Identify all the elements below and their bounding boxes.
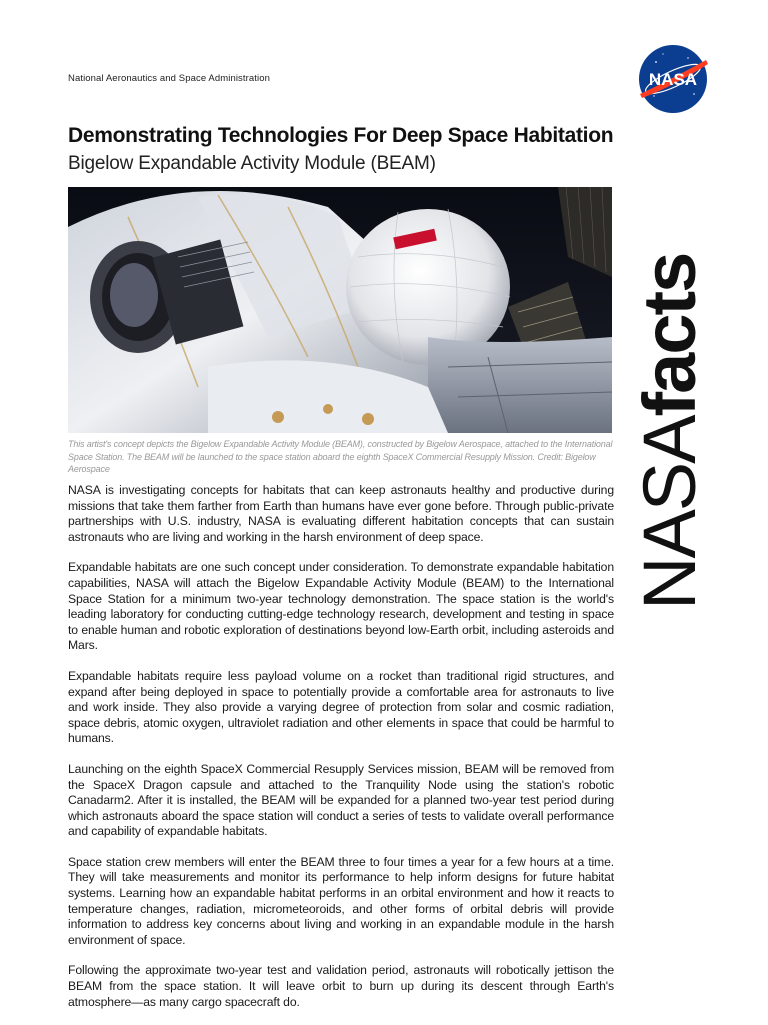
nasa-facts-masthead xyxy=(582,160,732,620)
paragraph: Following the approximate two-year test and validation period, astronauts will robotically jettison the BEAM from the space station. It will leave orbit to burn up during its descent through Earth's atmosphere—as many cargo spacecraft do. xyxy=(68,963,614,1009)
nasa-logo xyxy=(636,42,710,116)
figure-caption: This artist's concept depicts the Bigelow Expandable Activity Module (BEAM), constructed by Bigelow Aerospace, attached to the International Space Station. The BEAM will be launched to the space station aboard the eighth SpaceX Commercial Resupply Mission. Credit: Bigelow Aerospace xyxy=(68,439,613,474)
agency-name: National Aeronautics and Space Administration xyxy=(68,73,271,84)
beam-illustration xyxy=(68,187,612,433)
masthead-nasa: NASA xyxy=(628,416,711,610)
masthead-facts: facts xyxy=(628,253,711,417)
paragraph: Expandable habitats require less payload volume on a rocket than traditional rigid structures, and expand after being deployed in space to potentially provide a comfortable area for astronauts to live and work inside. They also provide a varying degree of protection from solar and cosmic radiation, space debris, atomic oxygen, ultraviolet radiation and other elements in space that could be harmful to humans. xyxy=(68,668,614,746)
paragraph: Expandable habitats are one such concept under consideration. To demonstrate expandable habitation capabilities, NASA will attach the Bigelow Expandable Activity Module (BEAM) to the International Space Station for a minimum two-year technology demonstration. The space station is the world's leading laboratory for conducting cutting-edge technology research, development and testing in space to enable human and robotic exploration of destinations beyond low-Earth orbit, including asteroids and Mars. xyxy=(68,560,614,653)
logo-wordmark: NASA xyxy=(648,70,698,89)
page-subtitle: Bigelow Expandable Activity Module (BEAM) xyxy=(68,153,436,174)
paragraph: Launching on the eighth SpaceX Commercial Resupply Services mission, BEAM will be removed from the SpaceX Dragon capsule and attached to the Tranquility Node using the station's robotic Canadarm2. After it is installed, the BEAM will be expanded for a planned two-year test period during which astronauts aboard the space station will conduct a series of tests to validate overall performance and capability of expandable habitats. xyxy=(68,761,614,839)
paragraph: NASA is investigating concepts for habitats that can keep astronauts healthy and productive during missions that take them farther from Earth than humans have ever gone before. Through public-private partnerships with U.S. industry, NASA is evaluating different habitation concepts that can sustain astronauts who are living and working in the harsh environment of deep space. xyxy=(68,483,614,544)
svg-text:NASAfacts xyxy=(628,254,711,610)
paragraph: Space station crew members will enter the BEAM three to four times a year for a few hours at a time. They will take measurements and monitor its performance to help inform designs for future habitat systems. Learning how an expandable habitat performs in an orbital environment and how it reacts to temperature changes, radiation, micrometeoroids, and other forms of orbital debris will provide information to address key concerns about living and working in an expandable module in the harsh environment of space. xyxy=(68,854,614,947)
page-title: Demonstrating Technologies For Deep Space Habitation xyxy=(68,124,614,147)
article-body xyxy=(68,483,614,1025)
